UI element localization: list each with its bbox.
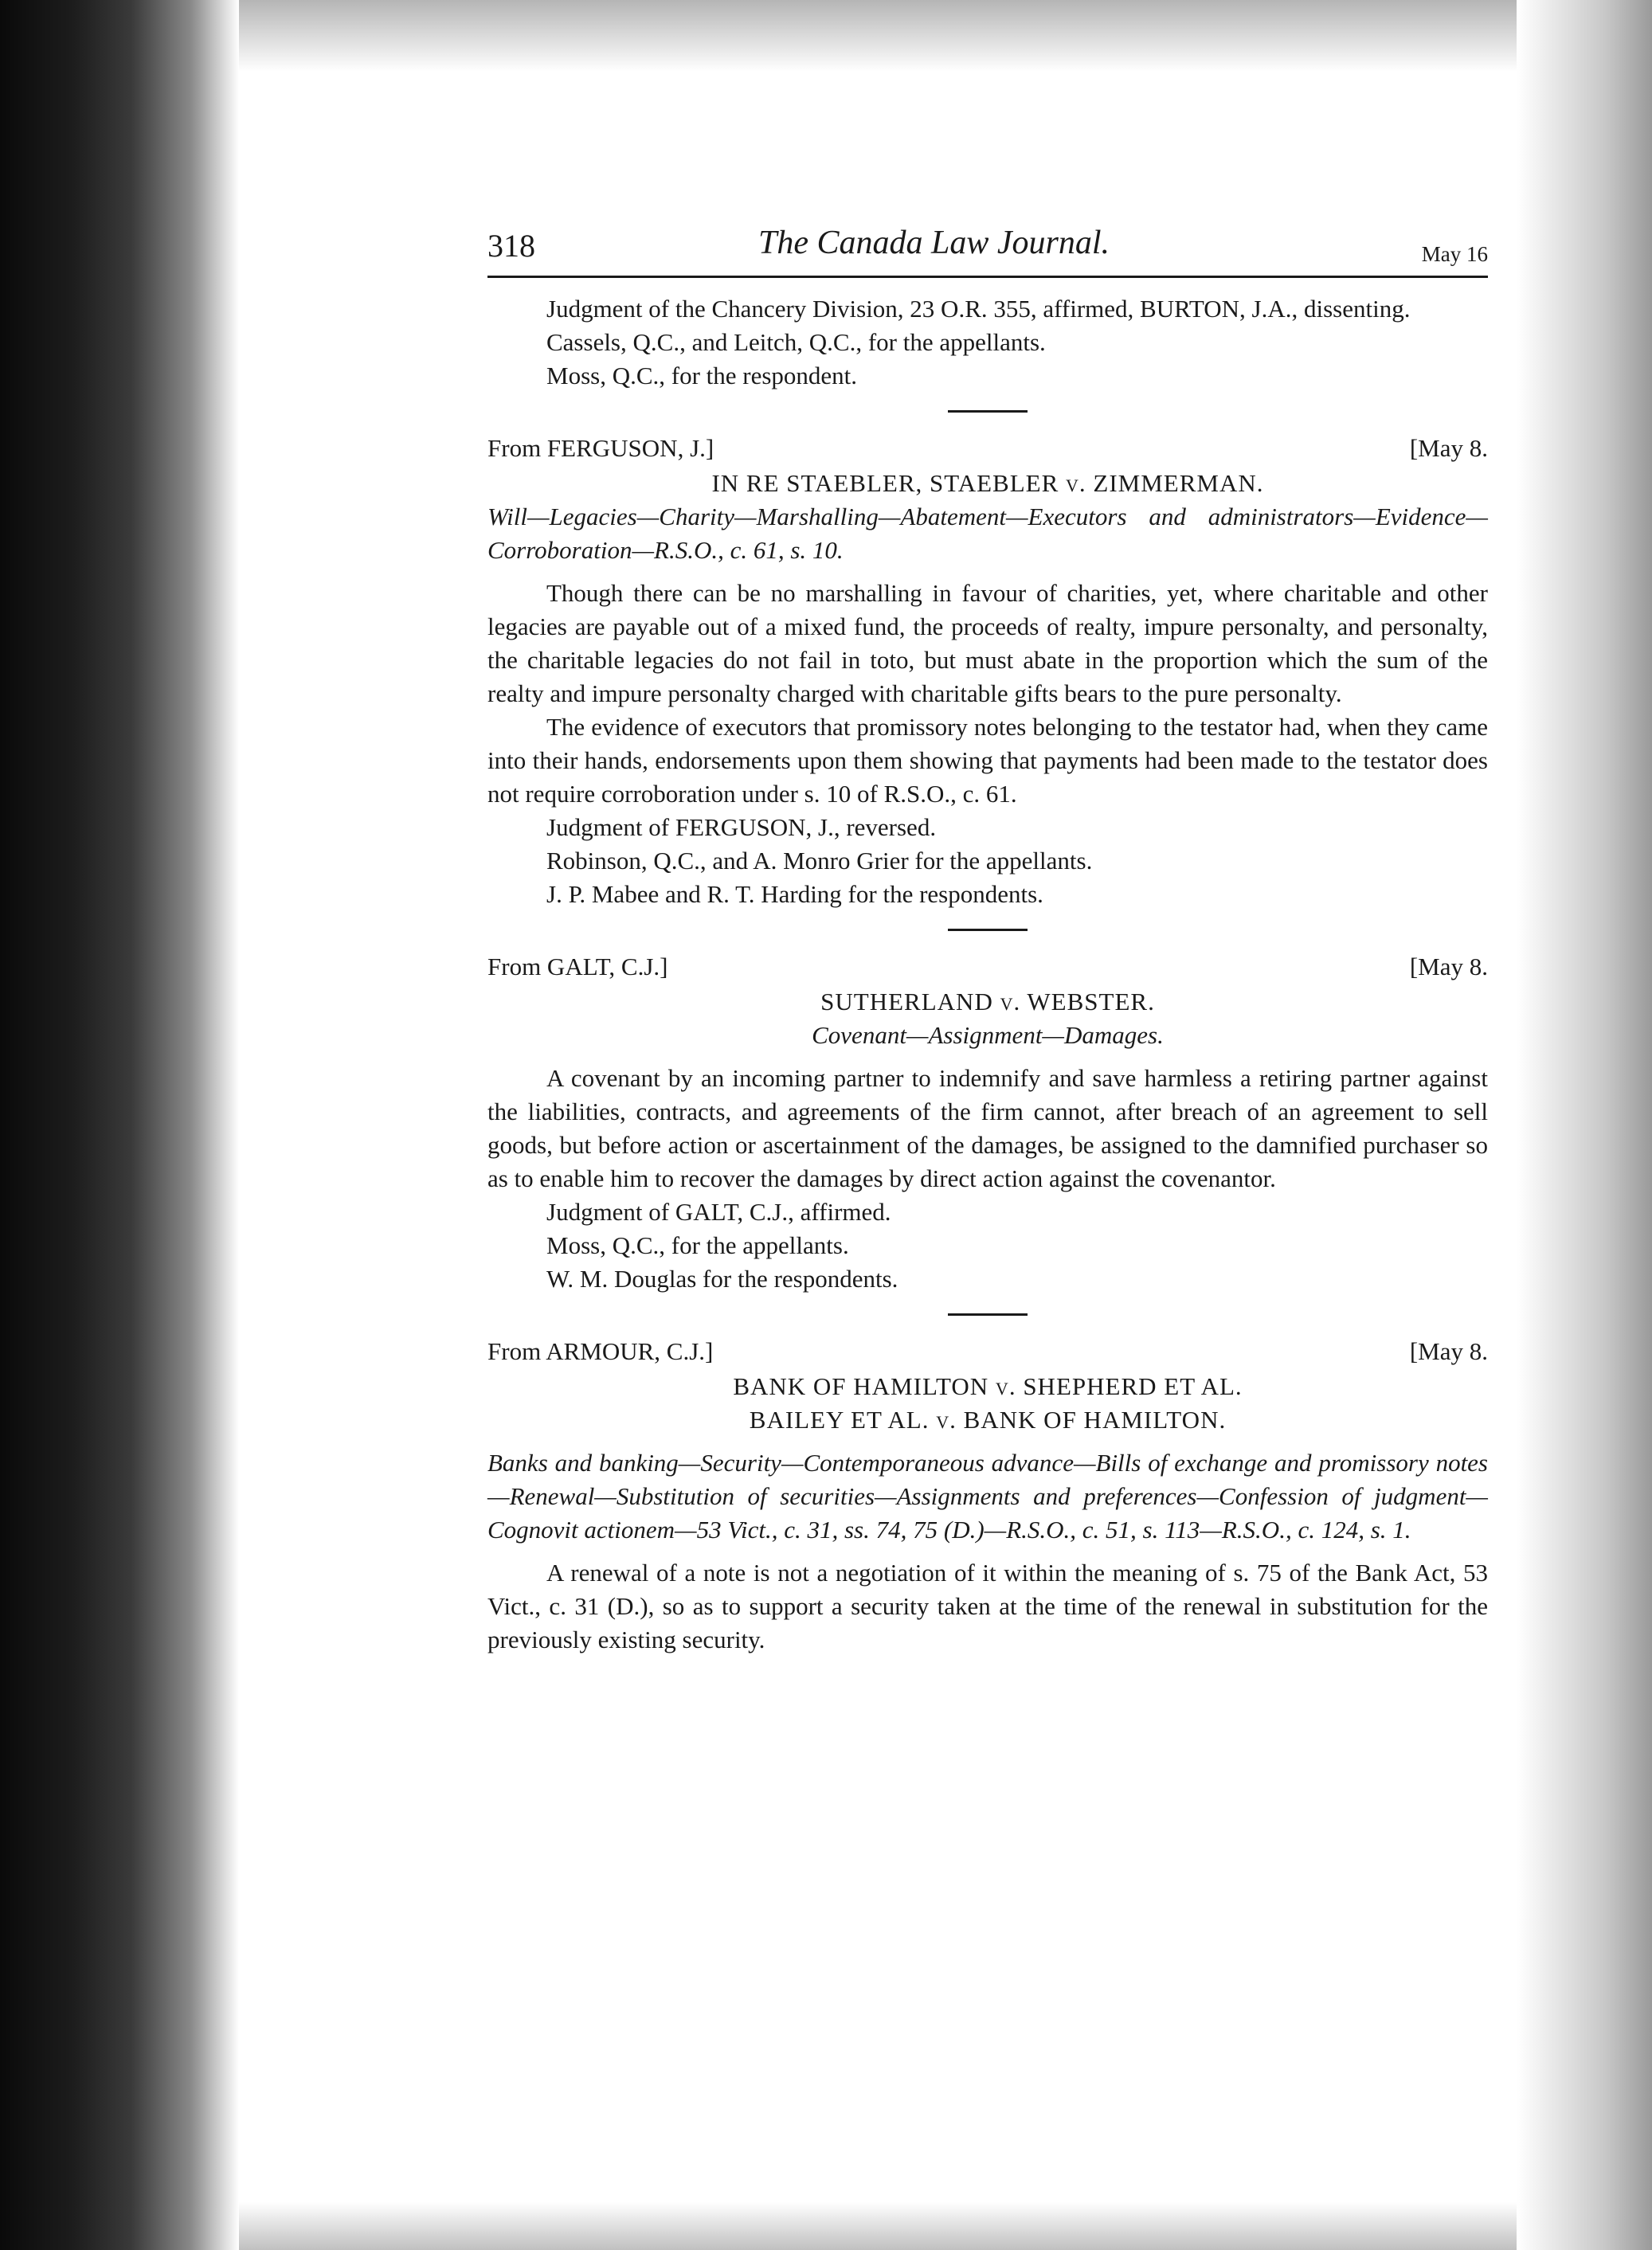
decision-date: [May 8. — [1409, 953, 1488, 980]
running-head — [487, 223, 1488, 278]
court-from: From GALT, C.J.] — [487, 953, 668, 980]
decision-date: [May 8. — [1409, 1337, 1488, 1365]
scan-top-edge — [239, 0, 1517, 72]
scan-binding-shadow — [0, 0, 239, 2250]
journal-title: The Canada Law Journal. — [758, 225, 1110, 261]
case-title: BANK OF HAMILTON v. SHEPHERD ET AL. — [733, 1372, 1243, 1400]
case-prev-counsel-respondent: Moss, Q.C., for the respondent. — [546, 362, 858, 389]
case-sutherland — [487, 950, 1488, 1296]
counsel-appellants: Moss, Q.C., for the appellants. — [546, 1231, 849, 1259]
case-headnote: Covenant—Assignment—Damages. — [812, 1021, 1164, 1049]
section-divider — [948, 410, 1028, 413]
case-judgment: Judgment of GALT, C.J., affirmed. — [546, 1198, 891, 1226]
case-prev-counsel-appellants: Cassels, Q.C., and Leitch, Q.C., for the appellants. — [546, 328, 1046, 356]
case-title: IN RE STAEBLER, STAEBLER v. ZIMMERMAN. — [711, 469, 1264, 497]
section-divider — [948, 1313, 1028, 1316]
counsel-respondents: J. P. Mabee and R. T. Harding for the respondents. — [546, 880, 1043, 908]
court-from: From FERGUSON, J.] — [487, 434, 714, 462]
court-line — [487, 432, 1488, 467]
case-paragraph: A renewal of a note is not a negotiation of it within the meaning of s. 75 of the Bank Act, 53 Vict., c. 31 (D.), so as to support a security taken at the time of the renewal in substitution for the previously existing security. — [487, 1559, 1488, 1653]
case-continued — [487, 292, 1488, 393]
journal-page — [487, 223, 1488, 1657]
case-title: SUTHERLAND v. WEBSTER. — [820, 988, 1155, 1015]
case-paragraph: Though there can be no marshalling in favour of charities, yet, where charitable and other legacies are payable out of a mixed fund, the proceeds of realty, impure personalty, and personalty, the charitable legacies do not fail in toto, but must abate in the proportion which the sum of the realty and impure personalty charged with charitable gifts bears to the pure personalty. — [487, 579, 1488, 707]
section-divider — [948, 929, 1028, 931]
case-bank-of-hamilton — [487, 1335, 1488, 1657]
decision-date: [May 8. — [1409, 434, 1488, 462]
page-number: 318 — [487, 228, 535, 264]
case-headnote: Banks and banking—Security—Contemporaneous advance—Bills of exchange and promissory notes—Renewal—Substitution of securities—Assignments and preferences—Confession of judgment—Cognovit actionem—53 Vict., c. 31, ss. 74, 75 (D.)—R.S.O., c. 51, s. 113—R.S.O., c. 124, s. 1. — [487, 1449, 1488, 1544]
case-title-second: BAILEY ET AL. v. BANK OF HAMILTON. — [749, 1406, 1227, 1434]
court-from: From ARMOUR, C.J.] — [487, 1337, 714, 1365]
case-prev-judgment: Judgment of the Chancery Division, 23 O.R. 355, affirmed, BURTON, J.A., dissenting. — [546, 295, 1411, 323]
case-judgment: Judgment of FERGUSON, J., reversed. — [546, 813, 937, 841]
court-line — [487, 1335, 1488, 1370]
issue-date: May 16 — [1421, 242, 1488, 266]
counsel-respondents: W. M. Douglas for the respondents. — [546, 1265, 898, 1293]
case-paragraph: The evidence of executors that promissory notes belonging to the testator had, when they came into their hands, endorsements upon them showing that payments had been made to the testator does not require corroboration under s. 10 of R.S.O., c. 61. — [487, 713, 1488, 808]
scan-right-edge — [1517, 0, 1652, 2250]
scan-bottom-edge — [239, 2202, 1517, 2250]
case-staebler — [487, 432, 1488, 911]
court-line — [487, 950, 1488, 985]
case-paragraph: A covenant by an incoming partner to indemnify and save harmless a retiring partner against the liabilities, contracts, and agreements of the firm cannot, after breach of an agreement to sell goods, but before action or ascertainment of the damages, be assigned to the damnified purchaser so as to enable him to recover the damages by direct action against the covenantor. — [487, 1064, 1488, 1192]
case-headnote: Will—Legacies—Charity—Marshalling—Abatement—Executors and administrators—Evidence—Corroboration—R.S.O., c. 61, s. 10. — [487, 503, 1488, 564]
counsel-appellants: Robinson, Q.C., and A. Monro Grier for the appellants. — [546, 847, 1093, 875]
